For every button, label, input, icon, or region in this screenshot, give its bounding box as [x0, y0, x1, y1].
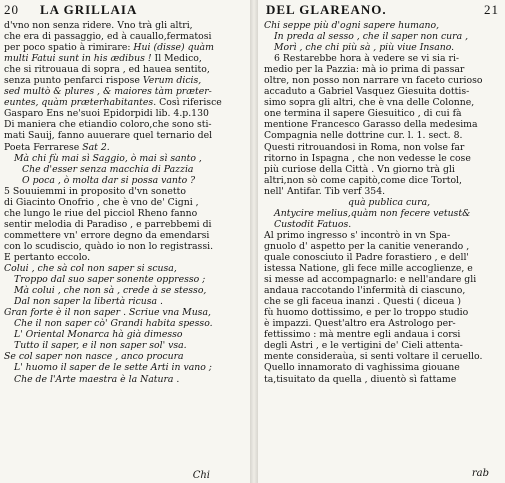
text-line: [258, 97, 505, 108]
text-line: [258, 31, 505, 42]
text-segment: ,fermatosi: [163, 31, 212, 43]
text-segment: fettissimo : mà mentre egli andaua i corsi: [264, 329, 461, 341]
text-line: [0, 31, 250, 42]
text-segment: ,: [459, 174, 462, 186]
text-line: [258, 119, 505, 130]
right-page: [258, 0, 505, 483]
text-segment: ta,tisuitato da quella , diuentò sì fattame: [264, 373, 457, 385]
text-line: [258, 208, 505, 219]
highlighted-term: Gasparo Ens: [4, 108, 64, 120]
text-line: [258, 307, 505, 318]
text-segment: L' huomo il saper de le sette Arti in vano ;: [14, 362, 212, 374]
right-page-header: [258, 0, 505, 18]
text-segment: , che è vno de' Cigni ,: [93, 196, 199, 208]
text-line: [0, 197, 250, 208]
text-line: [0, 329, 250, 340]
text-segment: accaduto a: [264, 86, 319, 98]
text-segment: quale conosciuto il Padre forastiero , e dell': [264, 251, 469, 263]
text-segment: di: [4, 196, 16, 208]
text-line: [258, 241, 505, 252]
highlighted-term: Roma: [370, 141, 398, 153]
text-segment: Così riferisce: [156, 97, 222, 109]
text-segment: con lo scudiscio, quàdo io non lo registrassi.: [4, 240, 214, 252]
text-line: [0, 362, 250, 373]
text-segment: per poco spatio à rimirare:: [4, 42, 134, 54]
text-segment: Custodit Fatuos.: [274, 218, 352, 230]
text-line: [258, 108, 505, 119]
text-segment: Gran forte è il non saper . Scriue vna Musa,: [4, 307, 211, 319]
text-segment: , di cui fà: [414, 108, 462, 120]
text-segment: mati Sauij, fanno auuerare quel ternario del: [4, 130, 213, 142]
text-segment: lib. 4.p.130: [152, 108, 209, 120]
text-segment: , non volse far: [397, 141, 465, 153]
text-line: [0, 274, 250, 285]
text-line: [0, 97, 250, 108]
text-line: [0, 351, 250, 362]
text-segment: simo sopra gli altri, che è vna delle Colonne,: [264, 97, 475, 109]
text-line: [0, 130, 250, 141]
text-segment: fù huomo dottissimo, e per lo troppo studio: [264, 307, 469, 319]
text-segment: gnuolo d' aspetto per la canitie venerando ,: [264, 240, 470, 252]
text-line: [0, 108, 250, 119]
text-segment: sed multò & plures , & maiores tàm præter-: [4, 86, 212, 98]
text-segment: per-: [433, 318, 456, 330]
text-segment: Colui , che sà col non saper si scusa,: [4, 263, 177, 275]
text-line: [258, 186, 505, 197]
highlighted-term: medio: [264, 64, 293, 76]
text-segment: O poca , ò molta dar si possa vanto ?: [22, 174, 196, 186]
text-segment: Morì , che chi più sà , più viue Insano.: [274, 42, 455, 54]
text-segment: Questi ritrouandosi in: [264, 141, 371, 153]
text-line: [0, 64, 250, 75]
text-segment: Compagnia nelle dottrine cur. l. 1. sect. 8.: [264, 130, 463, 142]
highlighted-term: sapere Giesuitico: [332, 108, 415, 120]
text-line: [0, 164, 250, 175]
text-line: [258, 374, 505, 385]
text-segment: L' Oriental Monarca hà già dimesso: [14, 329, 183, 341]
text-line: [0, 53, 250, 64]
text-segment: oltre, non posso non narrare vn faceto curioso: [264, 75, 483, 87]
text-segment: Il: [154, 53, 165, 65]
text-line: [258, 42, 505, 53]
text-segment: Mà chi fù mai sì Saggio, ò mai sì santo ,: [14, 152, 202, 164]
text-line: [0, 153, 250, 164]
text-segment: andaua raccotando l'infermità di ciascuno,: [264, 285, 466, 297]
text-line: [258, 86, 505, 97]
text-segment: d'vno non senza ridere. Vno trà gli altri,: [4, 20, 193, 31]
text-line: [258, 64, 505, 75]
text-segment: Sat 2.: [82, 141, 110, 153]
highlighted-term: Medico: [164, 53, 199, 65]
text-line: [0, 75, 250, 86]
text-segment: Dal non saper la libertà ricusa .: [14, 296, 164, 308]
text-line: [0, 86, 250, 97]
text-segment: Quello innamorato di vaghissima giouane: [264, 362, 460, 374]
left-page-header: [0, 0, 250, 18]
highlighted-term: Pazzia: [326, 64, 356, 76]
text-segment: Hui (disse) quàm: [133, 42, 214, 54]
text-line: [258, 340, 505, 351]
text-segment: istessa Natione, gli fece mille accoglienze, e: [264, 263, 473, 275]
text-line: [258, 142, 505, 153]
left-page-number: 20: [4, 2, 19, 17]
highlighted-term: Epidorpidi: [103, 108, 153, 120]
text-line: [0, 119, 250, 130]
text-line: [258, 175, 505, 186]
text-segment: . Tib verf 354.: [318, 185, 386, 197]
text-segment: che lungo le riue del picciol: [4, 207, 138, 219]
text-segment: senza punto penfarci rispose: [4, 75, 143, 87]
text-line: [0, 374, 250, 385]
left-running-title: LA GRILLAIA: [40, 2, 138, 17]
text-line: [258, 329, 505, 340]
text-segment: nell': [264, 185, 287, 197]
text-segment: ,: [198, 53, 202, 65]
text-line: [0, 42, 250, 53]
text-segment: fanno: [167, 207, 198, 219]
text-segment: In preda al sesso , che il saper non cura ,: [274, 31, 469, 43]
text-segment: si messe ad accompagnarlo: e nell'andare gli: [264, 274, 477, 286]
right-page-text: [258, 20, 505, 385]
left-page-text: [0, 20, 250, 385]
text-line: [0, 230, 250, 241]
highlighted-term: Antifar: [286, 185, 319, 197]
text-segment: Verum dicis,: [142, 75, 202, 87]
text-line: [0, 285, 250, 296]
text-segment: per la: [292, 64, 327, 76]
text-segment: sentir melodia di Paradiso , e parrebbemi di: [4, 218, 212, 230]
text-line: [258, 351, 505, 362]
text-line: [0, 307, 250, 318]
text-segment: Se col saper non nasce , anco procura: [4, 351, 184, 363]
text-line: [258, 296, 505, 307]
text-segment: multi Fatui sunt in his ædibus !: [4, 53, 155, 65]
highlighted-term: Giacinto Onofrio: [15, 196, 94, 208]
text-segment: commettere vn' errore degno da emendarsi: [4, 229, 210, 241]
right-running-title: DEL GLAREANO.: [266, 2, 387, 17]
text-line: [258, 285, 505, 296]
book-gutter: [250, 0, 258, 483]
left-catchword: Chi: [192, 470, 210, 481]
text-line: [0, 241, 250, 252]
text-segment: ne'suoi: [63, 108, 104, 120]
text-segment: 6 Restarebbe hora à vedere se vi sia ri-: [274, 53, 460, 65]
text-line: [258, 130, 505, 141]
highlighted-term: Tortol: [431, 174, 460, 186]
text-segment: Tutto il saper, e il non saper sol' vsa.: [14, 340, 187, 352]
text-segment: Poeta Ferrarese: [4, 141, 83, 153]
text-line: [258, 252, 505, 263]
text-segment: E pertanto eccolo.: [4, 251, 91, 263]
text-segment: Al primo ingresso s' incontrò in vn Spa-: [264, 229, 451, 241]
text-line: [0, 318, 250, 329]
text-line: [258, 274, 505, 285]
text-segment: altri,non sò come capitò,come dice: [264, 174, 432, 186]
text-segment: Che il non saper cò' Grandi habita spesso.: [14, 318, 213, 330]
text-line: [0, 263, 250, 274]
text-segment: Troppo dal suo saper sonente oppresso ;: [14, 274, 206, 286]
text-line: [258, 164, 505, 175]
text-segment: euntes, quàm præterhabitantes.: [4, 97, 157, 109]
text-line: [258, 153, 505, 164]
text-segment: ritorno in Ispagna , che non vedesse le cose: [264, 152, 471, 164]
left-page: [0, 0, 250, 483]
text-segment: che se gli faceua inanzi . Questi ( diceua ): [264, 296, 462, 308]
text-segment: Che d'esser senza macchia di Pazzia: [22, 163, 194, 175]
text-line: [0, 20, 250, 31]
text-segment: mente consideraùa, si senti voltare il ceruello.: [264, 351, 483, 363]
text-segment: Antycire melius,quàm non fecere vetust&: [274, 207, 471, 219]
text-segment: mentione Francesco Garasso della medesima: [264, 119, 478, 131]
text-line: [258, 197, 505, 208]
text-line: [0, 340, 250, 351]
text-segment: Di maniera che etiandio coloro,che sono sti-: [4, 119, 212, 131]
text-line: [258, 75, 505, 86]
text-segment: che si ritrouaua di sopra , ed hauea sentito,: [4, 64, 210, 76]
text-segment: che era di passaggio, ed à: [4, 31, 130, 43]
right-catchword: rab: [471, 468, 489, 479]
text-line: [0, 175, 250, 186]
text-segment: one termina il: [264, 108, 333, 120]
text-segment: quà publica cura,: [348, 196, 431, 208]
text-segment: più curiose della Città . Vn giorno trà gli: [264, 163, 455, 175]
text-line: [0, 296, 250, 307]
text-line: [258, 318, 505, 329]
text-line: [258, 263, 505, 274]
text-line: [0, 208, 250, 219]
highlighted-term: cauallo: [129, 31, 164, 43]
text-line: [258, 20, 505, 31]
text-segment: Che de l'Arte maestra è la Natura .: [14, 373, 180, 385]
text-segment: Chi seppe più d'ogni sapere humano,: [264, 20, 440, 31]
text-segment: Mà colui , che non sà , crede à se stesso,: [14, 285, 207, 297]
text-segment: dottis-: [436, 86, 470, 98]
text-line: [258, 230, 505, 241]
highlighted-term: Rheno: [137, 207, 168, 219]
text-segment: degli Astri , e le vertigini de' Cieli attenta-: [264, 340, 463, 352]
highlighted-term: Astrologo: [388, 318, 434, 330]
text-line: [0, 252, 250, 263]
text-line: [258, 219, 505, 230]
text-line: [258, 362, 505, 373]
text-segment: 5 Souuiemmi in proposito d'vn sonetto: [4, 185, 186, 197]
text-line: [0, 186, 250, 197]
text-line: [258, 53, 505, 64]
highlighted-term: Gabriel Vasquez Giesuita: [318, 86, 437, 98]
text-segment: : mà io prima di passar: [355, 64, 465, 76]
text-line: [0, 142, 250, 153]
text-line: [0, 219, 250, 230]
right-page-number: 21: [484, 2, 499, 17]
text-segment: è impazzi. Quest'altro era: [264, 318, 389, 330]
